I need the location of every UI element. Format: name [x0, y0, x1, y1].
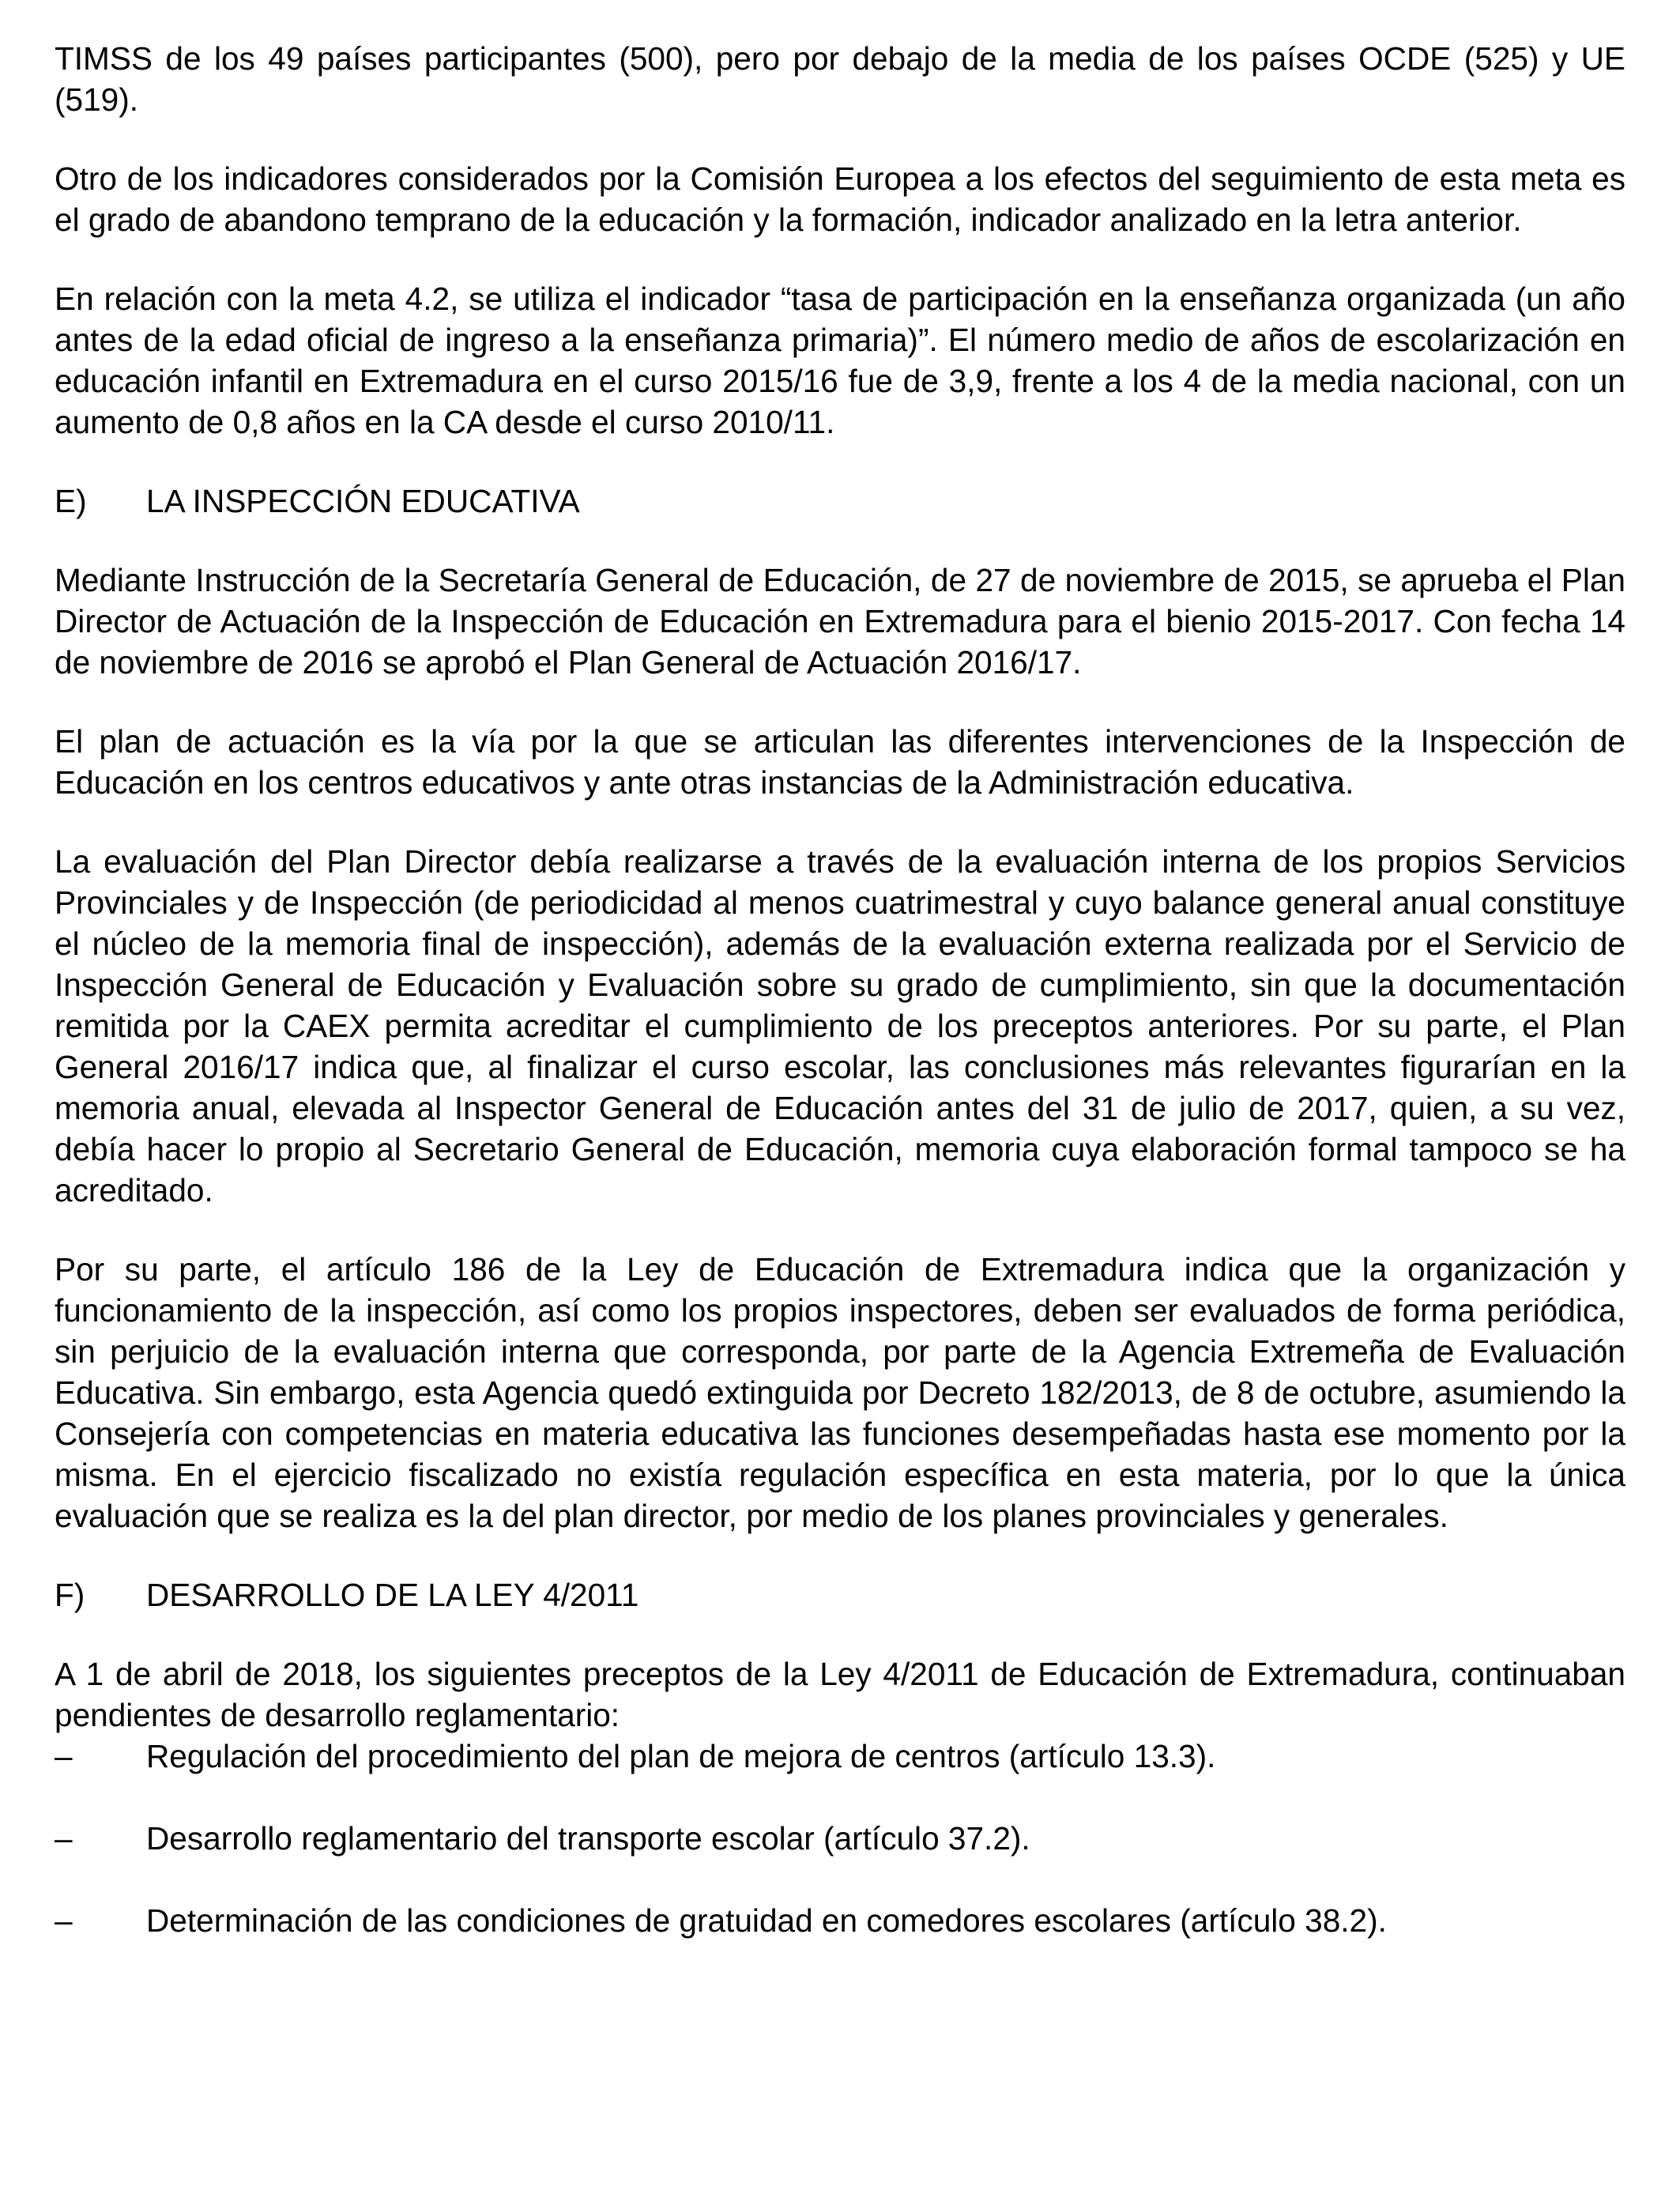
dash-bullet: –: [55, 1902, 73, 1939]
paragraph-evaluacion-plan: La evaluación del Plan Director debía realizarse a través de la evaluación interna de los propios Servicios Provinciales y de Inspección (de periodicidad al menos cuatrimestral y cuyo balance general anual constituye el núcleo de la memoria final de inspección), además de la evaluación externa realizada por el Servicio de Inspección General de Educación y Evaluación sobre su grado de cumplimiento, sin que la documentación remitida por la CAEX permita acreditar el cumplimiento de los preceptos anteriores. Por su parte, el Plan General 2016/17 indica que, al finalizar el curso escolar, las conclusiones más relevantes figurarían en la memoria anual, elevada al Inspector General de Educación antes del 31 de julio de 2017, quien, a su vez, debía hacer lo propio al Secretario General de Educación, memoria cuya elaboración formal tampoco se ha acreditado.: [55, 843, 1625, 1208]
paragraph-articulo-186: Por su parte, el artículo 186 de la Ley de Educación de Extremadura indica que la organización y funcionamiento de la inspección, así como los propios inspectores, deben ser evaluados de forma periódica, sin perjuicio de la evaluación interna que corresponda, por parte de la Agencia Extremeña de Evaluación Educativa. Sin embargo, esta Agencia quedó extinguida por Decreto 182/2013, de 8 de octubre, asumiendo la Consejería con competencias en materia educativa las funciones desempeñadas hasta ese momento por la misma. En el ejercicio fiscalizado no existía regulación específica en esta materia, por lo que la única evaluación que se realiza es la del plan director, por medio de los planes provinciales y generales.: [55, 1251, 1625, 1534]
list-item: [55, 1736, 1625, 1777]
paragraph-indicadores: Otro de los indicadores considerados por la Comisión Europea a los efectos del seguimiento de esta meta es el grado de abandono temprano de la educación y la formación, indicador analizado en la letra anterior.: [55, 160, 1625, 238]
list-item: [55, 1818, 1625, 1859]
list-item-text: Regulación del procedimiento del plan de mejora de centros (artículo 13.3).: [146, 1738, 1216, 1774]
section-title: LA INSPECCIÓN EDUCATIVA: [146, 483, 580, 519]
section-heading-f: [55, 1574, 1625, 1615]
document-page: [55, 38, 1625, 2172]
paragraph-meta-4-2: En relación con la meta 4.2, se utiliza el indicador “tasa de participación en la enseñanza organizada (un año antes de la edad oficial de ingreso a la enseñanza primaria)”. El número medio de años de escolarización en educación infantil en Extremadura en el curso 2015/16 fue de 3,9, frente a los 4 de la media nacional, con un aumento de 0,8 años en la CA desde el curso 2010/11.: [55, 281, 1625, 440]
list-item-text: Desarrollo reglamentario del transporte escolar (artículo 37.2).: [146, 1820, 1030, 1857]
list-item: [55, 1900, 1625, 1941]
list-item-text: Determinación de las condiciones de gratuidad en comedores escolares (artículo 38.2).: [146, 1902, 1387, 1939]
section-heading-e: [55, 481, 1625, 522]
paragraph-timss: TIMSS de los 49 países participantes (500), pero por debajo de la media de los países OCDE (525) y UE (519).: [55, 40, 1625, 118]
section-letter: F): [55, 1577, 85, 1613]
paragraph-intro-preceptos: A 1 de abril de 2018, los siguientes preceptos de la Ley 4/2011 de Educación de Extremadura, continuaban pendientes de desarrollo reglamentario:: [55, 1656, 1625, 1733]
section-letter: E): [55, 483, 87, 519]
dash-bullet: –: [55, 1738, 73, 1774]
paragraph-instruccion: Mediante Instrucción de la Secretaría General de Educación, de 27 de noviembre de 2015, se aprueba el Plan Director de Actuación de la Inspección de Educación en Extremadura para el bienio 2015-2017. Con fecha 14 de noviembre de 2016 se aprobó el Plan General de Actuación 2016/17.: [55, 562, 1625, 680]
dash-bullet: –: [55, 1820, 73, 1857]
paragraph-plan-actuacion: El plan de actuación es la vía por la que se articulan las diferentes intervenciones de la Inspección de Educación en los centros educativos y ante otras instancias de la Administración educativa.: [55, 723, 1625, 801]
section-title: DESARROLLO DE LA LEY 4/2011: [146, 1577, 639, 1613]
bullet-list: [55, 1736, 1625, 1941]
